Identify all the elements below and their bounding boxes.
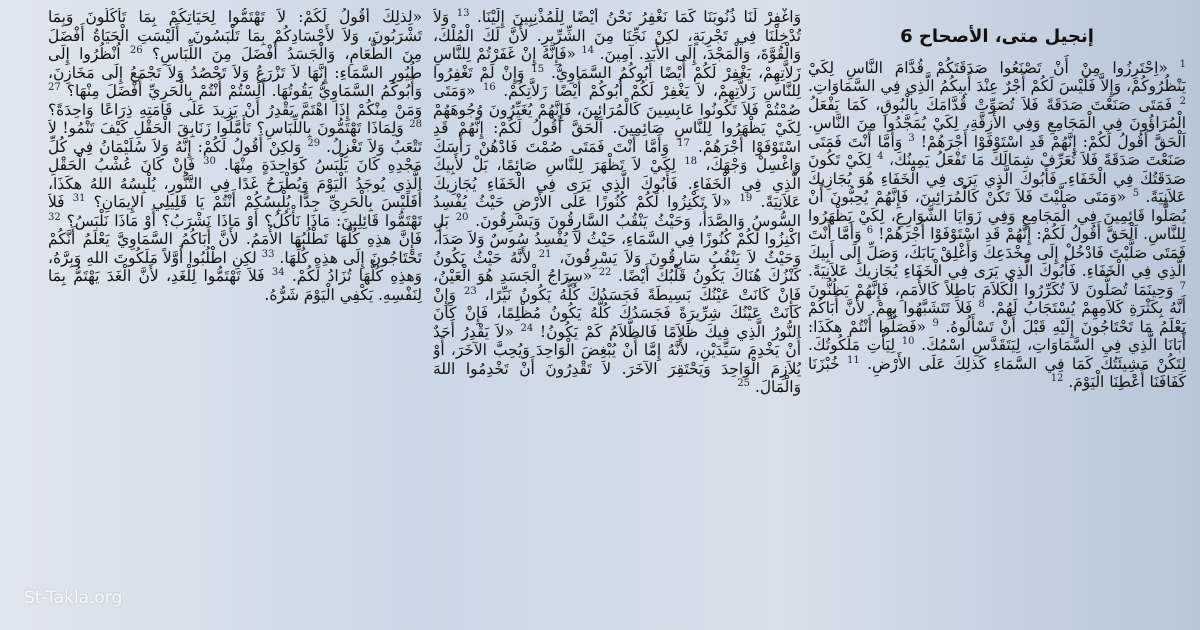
verse-number: 4	[877, 150, 884, 162]
verse-number: 5	[1132, 187, 1140, 199]
verse-text: لِكَيْ تَكُونَ صَدَقَتُكَ فِي الْخَفَاءِ. فَأَبُوكَ الَّذِي يَرَى فِي الْخَفَاءِ هُوَ يُجَازِيكَ عَلاَنِيَةً.	[808, 151, 1186, 206]
verse-number: 3	[908, 132, 915, 144]
verse-text: فَلاَ تَهْتَمُّوا قَائِلِينَ: مَاذَا نَأْكُلُ؟ أَوْ مَاذَا نَشْرَبُ؟ أَوْ مَاذَا نَلْبَسُ؟	[48, 193, 422, 230]
verse-text: اُنْظُرُوا إِلَى طُيُورِ السَّمَاءِ: إِنَّهَا لاَ تَزْرَعُ وَلاَ تَحْصُدُ وَلاَ تَجْمَعُ إِلَى مَخَازِنَ، وَأَبُوكُمُ السَّمَاوِيُّ يَقُوتُهَا. أَلَسْتُمْ أَنْتُمْ بِالْحَرِيِّ أَفْضَلَ مِنْهَا؟	[48, 45, 422, 100]
verse-text: وَأَمَّا أَنْتَ فَمَتَى صَلَّيْتَ فَادْخُلْ إِلَى مِخْدَعِكَ وَأَغْلِقْ بَابَكَ، وَصَلِّ إِلَى أَبِيكَ الَّذِي فِي الْخَفَاءِ. فَأَبُوكَ الَّذِي يَرَى فِي الْخَفَاءِ يُجَازِيكَ عَلاَنِيَةً.	[808, 225, 1186, 280]
verse-number: 13	[456, 8, 470, 19]
verse-text: فَإِنْ كَانَ عُشْبُ الْحَقْلِ الَّذِي يُوجَدُ الْيَوْمَ وَيُطْرَحُ غَدًا فِي التَّنُّورِ، يُلْبِسُهُ اللهُ هكَذَا، أَفَلَيْسَ بِالْحَرِيِّ جِدًّا يُلْبِسُكُمْ أَنْتُمْ يَا قَلِيلِي الإِيمَانِ؟	[48, 156, 422, 211]
verse-number: 11	[847, 354, 860, 366]
verse-text: لِيَأْتِ مَلَكُوتُكَ. لِتَكُنْ مَشِيئَتُكَ كَمَا فِي السَّمَاءِ كَذلِكَ عَلَى الأَرْضِ.	[808, 336, 1186, 373]
verse-text: وَحِينَمَا تُصَلُّونَ لاَ تُكَرِّرُوا الْكَلاَمَ بَاطِلاً كَالأُمَمِ، فَإِنَّهُمْ يَظُنُّونَ أَنَّهُ بِكَثْرَةِ كَلاَمِهِمْ يُسْتَجَابُ لَهُمْ.	[808, 280, 1186, 317]
verse-text: لِكَيْ لاَ تَظْهَرَ لِلنَّاسِ صَائِمًا، بَلْ لأَبِيكَ الَّذِي فِي الْخَفَاءِ. فَأَبُوكَ الَّذِي يَرَى فِي الْخَفَاءِ يُجَازِيكَ عَلاَنِيَةً.	[433, 156, 801, 211]
verse-text: «لاَ يَقْدِرُ أَحَدٌ أَنْ يَخْدِمَ سَيِّدَيْنِ، لأَنَّهُ إِمَّا أَنْ يُبْغِضَ الْوَاحِدَ وَيُحِبَّ الآخَرَ، أَوْ يُلاَزِمَ الْوَاحِدَ وَيَحْتَقِرَ الآخَرَ. لاَ تَقْدِرُونَ أَنْ تَخْدِمُوا اللهَ وَالْمَالَ.	[433, 322, 801, 396]
verse-text: لأَنَّهُ حَيْثُ يَكُونُ كَنْزُكَ هُنَاكَ يَكُونُ قَلْبُكَ أَيْضًا.	[433, 248, 801, 285]
verse-number: 21	[538, 248, 552, 260]
verse-number: 29	[307, 137, 321, 149]
verse-number: 9	[932, 317, 939, 329]
verse-text: «لاَ تَكْنِزُوا لَكُمْ كُنُوزًا عَلَى الأَرْضِ حَيْثُ يُفْسِدُ السُّوسُ وَالصَّدَأُ، وَحَيْثُ يَنْقُبُ السَّارِقُونَ وَيَسْرِقُونَ.	[433, 193, 801, 230]
verse-number: 16	[483, 81, 496, 93]
verse-number: 15	[531, 63, 545, 75]
verse-text: فَإِنَّ هذِهِ كُلَّهَا تَطْلُبُهَا الأُمَمُ. لأَنَّ أَبَاكُمُ السَّمَاوِيَّ يَعْلَمُ أَنَّكُمْ تَحْتَاجُونَ إِلَى هذِهِ كُلِّهَا.	[48, 230, 422, 267]
verse-text: «سِرَاجُ الْجَسَدِ هُوَ الْعَيْنُ، فَإِنْ كَانَتْ عَيْنُكَ بَسِيطَةً فَجَسَدُكَ كُلُّهُ يَكُونُ نَيِّرًا،	[433, 267, 801, 304]
verse-number: 24	[520, 322, 534, 334]
column-left	[48, 8, 422, 600]
verse-text: وَإِنْ لَمْ تَغْفِرُوا لِلنَّاسِ زَلاَّتِهِمْ، لاَ يَغْفِرْ لَكُمْ أَبُوكُمْ أَيْضًا زَلاَّتِكُمْ.	[433, 63, 801, 100]
verse-number: 2	[1179, 95, 1186, 107]
verse-number: 22	[598, 266, 612, 278]
verse-text: بَلِ اكْنِزُوا لَكُمْ كُنُوزًا فِي السَّمَاءِ، حَيْثُ لاَ يُفْسِدُ سُوسٌ وَلاَ صَدَأٌ، وَحَيْثُ لاَ يَنْقُبُ سَارِقُونَ وَلاَ يَسْرِقُونَ،	[433, 211, 801, 267]
verse-text: وَإِنْ كَانَتْ عَيْنُكَ شِرِّيرَةً فَجَسَدُكَ كُلُّهُ يَكُونُ مُظْلِمًا، فَإِنْ كَانَ النُّورُ الَّذِي فِيكَ ظَلاَمًا فَالظَّلاَمُ كَمْ يَكُونُ!	[433, 285, 801, 341]
verse-number: 33	[261, 248, 275, 260]
verse-text: لكِنِ اطْلُبُوا أَوَّلاً مَلَكُوتَ اللهِ وَبِرَّهُ، وَهذِهِ كُلُّهَا تُزَادُ لَكُمْ.	[48, 248, 422, 285]
verse-number: 6	[866, 224, 874, 236]
verse-number: 17	[677, 137, 690, 149]
verse-number: 28	[409, 118, 422, 130]
verse-number: 8	[978, 298, 985, 310]
verse-number: 12	[1050, 372, 1064, 384]
verse-number: 23	[463, 285, 477, 297]
verse-text: «فَإِنَّهُ إِنْ غَفَرْتُمْ لِلنَّاسِ زَلاَّتِهِمْ، يَغْفِرْ لَكُمْ أَيْضًا أَبُوكُمُ السَّمَاوِيُّ.	[433, 45, 801, 82]
verse-number: 34	[271, 266, 285, 278]
verse-text: «اِحْتَرِزُوا مِنْ أَنْ تَصْنَعُوا صَدَقَتَكُمْ قُدَّامَ النَّاسِ لِكَيْ يَنْظُرُوكُمْ، وَإِلاَّ فَلَيْسَ لَكُمْ أَجْرٌ عِنْدَ أَبِيكُمُ الَّذِي فِي السَّمَاوَاتِ.	[808, 58, 1186, 95]
verse-number: 7	[1179, 280, 1186, 292]
site-watermark: St-Takla.org	[24, 588, 123, 608]
verse-number: 32	[48, 211, 61, 223]
verse-number: 20	[455, 211, 469, 223]
verse-text: «فَصَلُّوا أَنْتُمْ هكَذَا: أَبَانَا الَّذِي فِي السَّمَاوَاتِ، لِيَتَقَدَّسِ اسْمُكَ.	[808, 317, 1186, 354]
verse-text: وَمَنْ مِنْكُمْ إِذَا اهْتَمَّ يَقْدِرُ أَنْ يَزِيدَ عَلَى قَامَتِهِ ذِرَاعًا وَاحِدَةً؟	[48, 100, 422, 119]
verse-number: 10	[901, 335, 915, 347]
verse-number: 31	[72, 192, 86, 204]
verse-text: وَلكِنْ أَقُولُ لَكُمْ: إِنَّهُ وَلاَ سُلَيْمَانُ فِي كُلِّ مَجْدِهِ كَانَ يَلْبَسُ كَوَاحِدَةٍ مِنْهَا.	[48, 137, 422, 174]
verse-text: وَأَمَّا أَنْتَ فَمَتَى صَنَعْتَ صَدَقَةً فَلاَ تُعَرِّفْ شِمَالَكَ مَا تَفْعَلُ يَمِينُكَ،	[808, 132, 1186, 169]
verse-text: وَاغْفِرْ لَنَا ذُنُوبَنَا كَمَا نَغْفِرُ نَحْنُ أَيْضًا لِلْمُذْنِبِينَ إِلَيْنَا.	[469, 8, 801, 26]
verse-text: وَلِمَاذَا تَهْتَمُّونَ بِاللِّبَاسِ؟ تَأَمَّلُوا زَنَابِقَ الْحَقْلِ كَيْفَ تَنْمُو! لاَ تَتْعَبُ وَلاَ تَغْزِلُ.	[48, 119, 422, 156]
verse-number: 30	[203, 155, 216, 167]
verse-number: 26	[129, 44, 143, 56]
verse-text: فَمَتَى صَنَعْتَ صَدَقَةً فَلاَ تُصَوِّتْ قُدَّامَكَ بِالْبُوقِ، كَمَا يَفْعَلُ الْمُرَاؤُونَ فِي الْمَجَامِعِ وَفِي الأَزِقَّةِ، لِكَيْ يُمَجَّدُوا مِنَ النَّاسِ. اَلْحَقَّ أَقُولُ لَكُمْ: إِنَّهُمْ قَدِ اسْتَوْفَوْا أَجْرَهُمْ!	[808, 95, 1186, 151]
verse-text: فَلاَ تَهْتَمُّوا لِلْغَدِ، لأَنَّ الْغَدَ يَهْتَمُّ بِمَا لِنَفْسِهِ. يَكْفِي الْيَوْمَ شَرُّهُ.	[48, 267, 422, 304]
verse-text: فَلاَ تَتَشَبَّهُوا بِهِمْ. لأَنَّ أَبَاكُمْ يَعْلَمُ مَا تَحْتَاجُونَ إِلَيْهِ قَبْلَ أَنْ تَسْأَلُوهُ.	[808, 299, 1186, 336]
verse-text: «وَمَتَى صَلَّيْتَ فَلاَ تَكُنْ كَالْمُرَائِينَ، فَإِنَّهُمْ يُحِبُّونَ أَنْ يُصَلُّوا قَائِمِينَ فِي الْمَجَامِعِ وَفِي زَوَايَا الشَّوَارِعِ، لِكَيْ يَظْهَرُوا لِلنَّاسِ. اَلْحَقَّ أَقُولُ لَكُمْ: إِنَّهُمْ قَدِ اسْتَوْفَوْا أَجْرَهُمْ!	[808, 188, 1186, 243]
verse-text: وَلاَ تُدْخِلْنَا فِي تَجْرِبَةٍ، لكِنْ نَجِّنَا مِنَ الشِّرِّيرِ. لأَنَّ لَكَ الْمُلْكَ، وَالْقُوَّةَ، وَالْمَجْدَ، إِلَى الأَبَدِ. آمِينَ.	[433, 8, 801, 63]
verse-number: 19	[739, 192, 753, 204]
verse-text: خُبْزَنَا كَفَافَنَا أَعْطِنَا الْيَوْمَ.	[808, 354, 1186, 391]
verse-text: «لِذلِكَ أَقُولُ لَكُمْ: لاَ تَهْتَمُّوا لِحَيَاتِكُمْ بِمَا تَأْكُلُونَ وَبِمَا تَشْرَبُونَ، وَلاَ لأَجْسَادِكُمْ بِمَا تَلْبَسُونَ. أَلَيْسَتِ الْحَيَاةُ أَفْضَلَ مِنَ الطَّعَامِ، وَالْجَسَدُ أَفْضَلَ مِنَ اللِّبَاسِ؟	[48, 8, 422, 63]
verse-text: «وَمَتَى صُمْتُمْ فَلاَ تَكُونُوا عَابِسِينَ كَالْمُرَائِينَ، فَإِنَّهُمْ يُغَيِّرُونَ وُجُوهَهُمْ لِكَيْ يَظْهَرُوا لِلنَّاسِ صَائِمِينَ. اَلْحَقَّ أَقُولُ لَكُمْ: إِنَّهُمْ قَدِ اسْتَوْفَوْا أَجْرَهُمْ.	[433, 82, 801, 156]
verses-column-3	[48, 8, 422, 304]
verse-number: 25	[737, 377, 751, 389]
column-right	[808, 6, 1186, 600]
column-middle	[433, 8, 801, 600]
verse-number: 14	[581, 44, 595, 56]
verse-text: وَأَمَّا أَنْتَ فَمَتَى صُمْتَ فَادْهُنْ رَأْسَكَ وَاغْسِلْ وَجْهَكَ،	[433, 137, 801, 174]
verses-column-1	[808, 59, 1186, 392]
verses-column-2	[433, 8, 801, 397]
verse-number: 18	[684, 155, 698, 167]
chapter-title: إنجيل متى، الأصحاح 6	[900, 26, 1094, 47]
verse-number: 1	[1179, 58, 1186, 70]
verse-number: 27	[48, 81, 61, 93]
